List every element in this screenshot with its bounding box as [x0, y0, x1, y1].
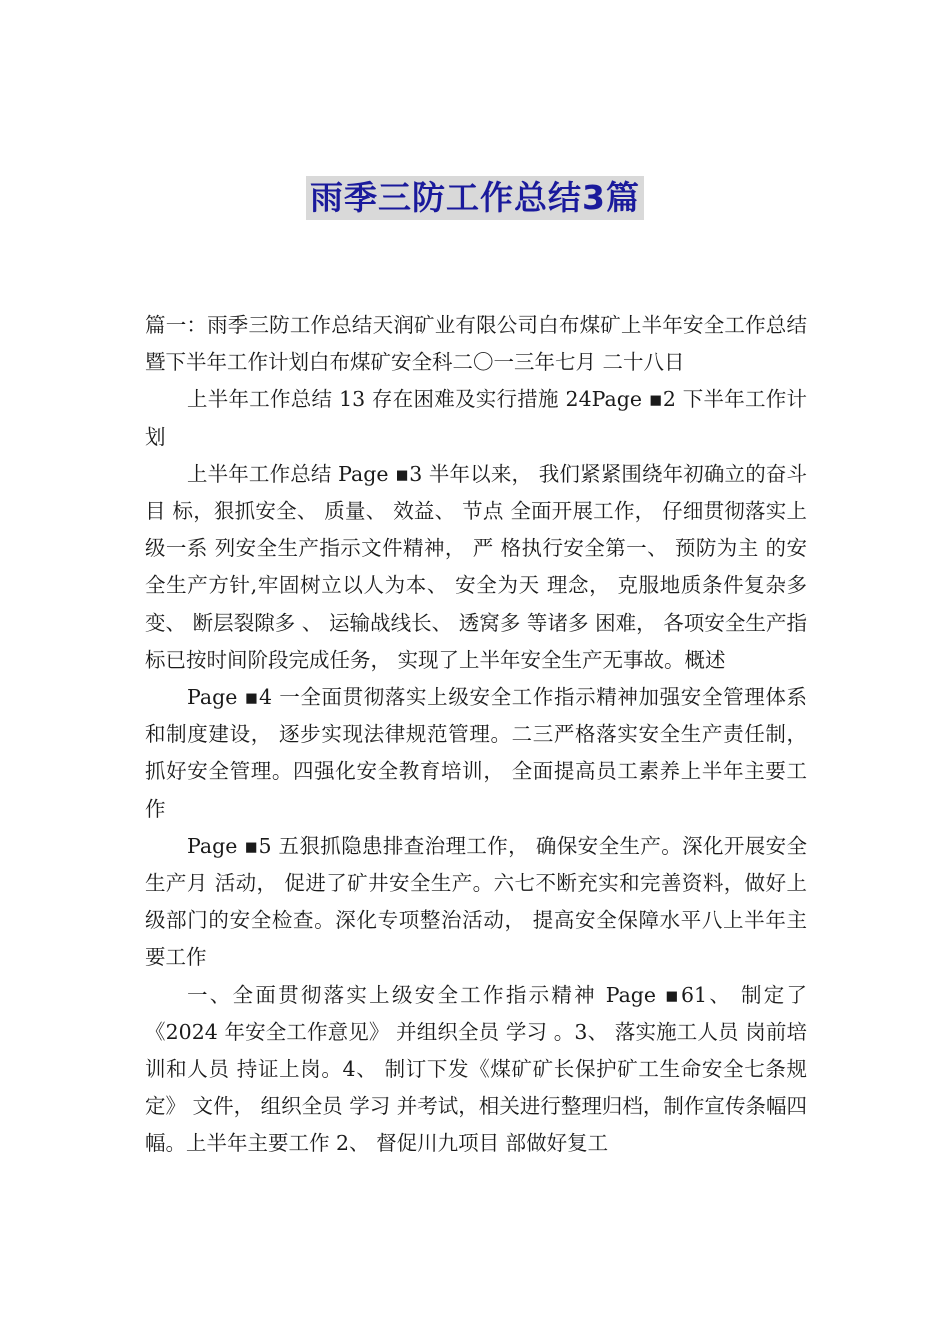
- paragraph-2: 上半年工作总结 13 存在困难及实行措施 24Page ▪2 下半年工作计划: [145, 387, 807, 449]
- document-body: [145, 307, 807, 1163]
- paragraph-5: Page ▪5 五狠抓隐患排查治理工作， 确保安全生产。深化开展安全生产月 活动， 促进了矿井安全生产。六七不断充实和完善资料，做好上级部门的安全检查。深化专项整治活动， 提高安全保障水平八上半年主要工作: [145, 833, 807, 970]
- paragraph-1: 篇一：雨季三防工作总结天润矿业有限公司白布煤矿上半年安全工作总结暨下半年工作计划白布煤矿安全科二〇一三年七月 二十八日: [145, 313, 807, 375]
- document-title: 雨季三防工作总结3篇: [306, 176, 644, 220]
- paragraph-3: 上半年工作总结 Page ▪3 半年以来， 我们紧紧围绕年初确立的奋斗目 标，狠抓安全、 质量、 效益、 节点 全面开展工作， 仔细贯彻落实上级一系 列安全生产指示文件精神， 严 格执行安全第一、 预防为主 的安全生产方针,牢固树立以人为本、 安全为天 理念， 克服地质条件复杂多 变、 断层裂隙多 、 运输战线长、 透窝多 等诸多 困难， 各项安全生产指标已按时间阶段完成任务， 实现了上半年安全生产无事故。概述: [145, 461, 807, 672]
- paragraph-4: Page ▪4 一全面贯彻落实上级安全工作指示精神加强安全管理体系和制度建设， 逐步实现法律规范管理。二三严格落实安全生产责任制， 抓好安全管理。四强化安全教育培训， 全面提高员工素养上半年主要工作: [145, 685, 807, 821]
- title-container: [0, 176, 950, 220]
- paragraph-6: 一、全面贯彻落实上级安全工作指示精神 Page ▪61、 制定了《2024 年安全工作意见》 并组织全员 学习 。3、 落实施工人员 岗前培训和人员 持证上岗。4、 制订下发《煤矿矿长保护矿工生命安全七条规定》 文件， 组织全员 学习 并考试，相关进行整理归档，制作宣传条幅四幅。上半年主要工作 2、 督促川九项目 部做好复工: [145, 982, 807, 1156]
